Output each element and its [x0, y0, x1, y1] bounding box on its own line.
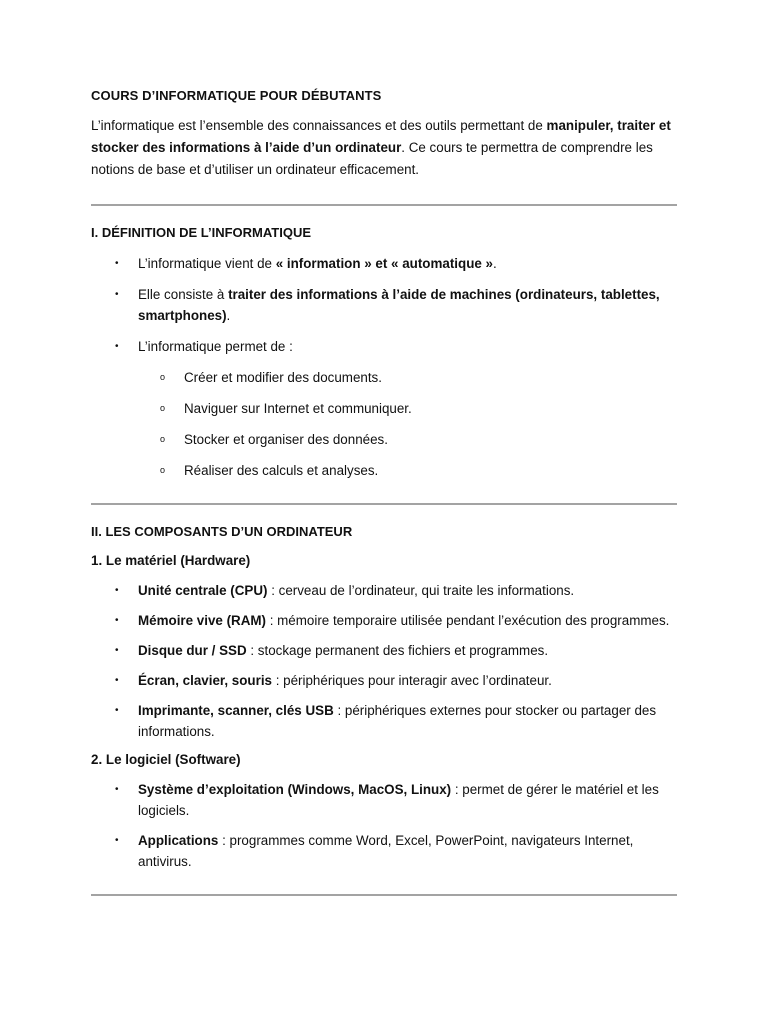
- list-item: [91, 640, 677, 661]
- intro-text: L’informatique est l’ensemble des connaissances et des outils permettant de: [91, 118, 547, 133]
- subsection-heading-hardware: 1. Le matériel (Hardware): [91, 553, 251, 568]
- bullet-icon: •: [115, 675, 119, 686]
- sub-list-item: [91, 460, 677, 481]
- item-text: : mémoire temporaire utilisée pendant l’exécution des programmes.: [265, 613, 670, 628]
- item-emphasis: Disque dur / SSD: [138, 643, 247, 658]
- item-emphasis: Mémoire vive (RAM): [138, 613, 266, 628]
- circle-bullet-icon: o: [160, 465, 166, 475]
- sub-list-item: [91, 398, 677, 419]
- intro-text-end: . Ce cours te permettra de comprendre les notions de base et d’utiliser un ordinateur efficacement.: [91, 140, 653, 177]
- bullet-icon: •: [115, 705, 119, 716]
- intro-paragraph: [91, 115, 677, 181]
- section-heading-components: II. LES COMPOSANTS D’UN ORDINATEUR: [91, 524, 353, 539]
- item-emphasis: Unité centrale (CPU): [138, 583, 268, 598]
- list-item: [91, 670, 677, 691]
- item-text-end: .: [492, 256, 497, 271]
- divider: [91, 204, 677, 206]
- list-item: [91, 284, 677, 326]
- item-emphasis: « information » et « automatique »: [275, 256, 493, 271]
- document-content: [91, 87, 677, 896]
- item-text: : permet de gérer le matériel et les logiciels.: [138, 782, 659, 818]
- item-text: : périphériques pour interagir avec l’ordinateur.: [271, 673, 552, 688]
- circle-bullet-icon: o: [160, 434, 166, 444]
- sub-list-item: [91, 367, 677, 388]
- sub-item-text: Réaliser des calculs et analyses.: [184, 463, 379, 478]
- divider: [91, 894, 677, 896]
- list-item: [91, 610, 677, 631]
- sub-list-item: [91, 429, 677, 450]
- item-text-end: .: [226, 308, 231, 323]
- bullet-icon: •: [115, 289, 119, 300]
- sub-item-text: Naviguer sur Internet et communiquer.: [184, 401, 412, 416]
- list-item: [91, 580, 677, 601]
- circle-bullet-icon: o: [160, 403, 166, 413]
- list-item: [91, 253, 677, 274]
- item-emphasis: Écran, clavier, souris: [138, 673, 272, 688]
- bullet-icon: •: [115, 835, 119, 846]
- circle-bullet-icon: o: [160, 372, 166, 382]
- item-emphasis: Applications: [138, 833, 219, 848]
- hardware-list: [91, 580, 677, 742]
- bullet-icon: •: [115, 341, 119, 352]
- divider: [91, 503, 677, 505]
- sub-item-text: Stocker et organiser des données.: [184, 432, 388, 447]
- list-item: [91, 700, 677, 742]
- list-item: [91, 336, 677, 357]
- item-text: : périphériques externes pour stocker ou partager des informations.: [138, 703, 657, 739]
- subsection-heading-software: 2. Le logiciel (Software): [91, 752, 241, 767]
- item-text: Elle consiste à: [138, 287, 229, 302]
- list-item: [91, 830, 677, 872]
- item-text: L’informatique vient de: [138, 256, 276, 271]
- item-text: L’informatique permet de :: [138, 339, 293, 354]
- definition-list: [91, 253, 677, 357]
- item-text: : cerveau de l’ordinateur, qui traite les informations.: [267, 583, 575, 598]
- software-list: [91, 779, 677, 872]
- section-heading-definition: I. DÉFINITION DE L’INFORMATIQUE: [91, 225, 312, 240]
- bullet-icon: •: [115, 784, 119, 795]
- page-title: COURS D’INFORMATIQUE POUR DÉBUTANTS: [91, 88, 382, 103]
- bullet-icon: •: [115, 585, 119, 596]
- item-text: : programmes comme Word, Excel, PowerPoint, navigateurs Internet, antivirus.: [138, 833, 634, 869]
- item-emphasis: Imprimante, scanner, clés USB: [138, 703, 334, 718]
- item-text: : stockage permanent des fichiers et programmes.: [246, 643, 549, 658]
- bullet-icon: •: [115, 645, 119, 656]
- bullet-icon: •: [115, 615, 119, 626]
- item-emphasis: traiter des informations à l’aide de machines (ordinateurs, tablettes, smartphones): [138, 287, 660, 323]
- definition-sublist: [91, 367, 677, 481]
- list-item: [91, 779, 677, 821]
- sub-item-text: Créer et modifier des documents.: [184, 370, 382, 385]
- bullet-icon: •: [115, 258, 119, 269]
- item-emphasis: Système d’exploitation (Windows, MacOS, Linux): [138, 782, 452, 797]
- intro-emphasis: manipuler, traiter et stocker des informations à l’aide d’un ordinateur: [91, 118, 671, 155]
